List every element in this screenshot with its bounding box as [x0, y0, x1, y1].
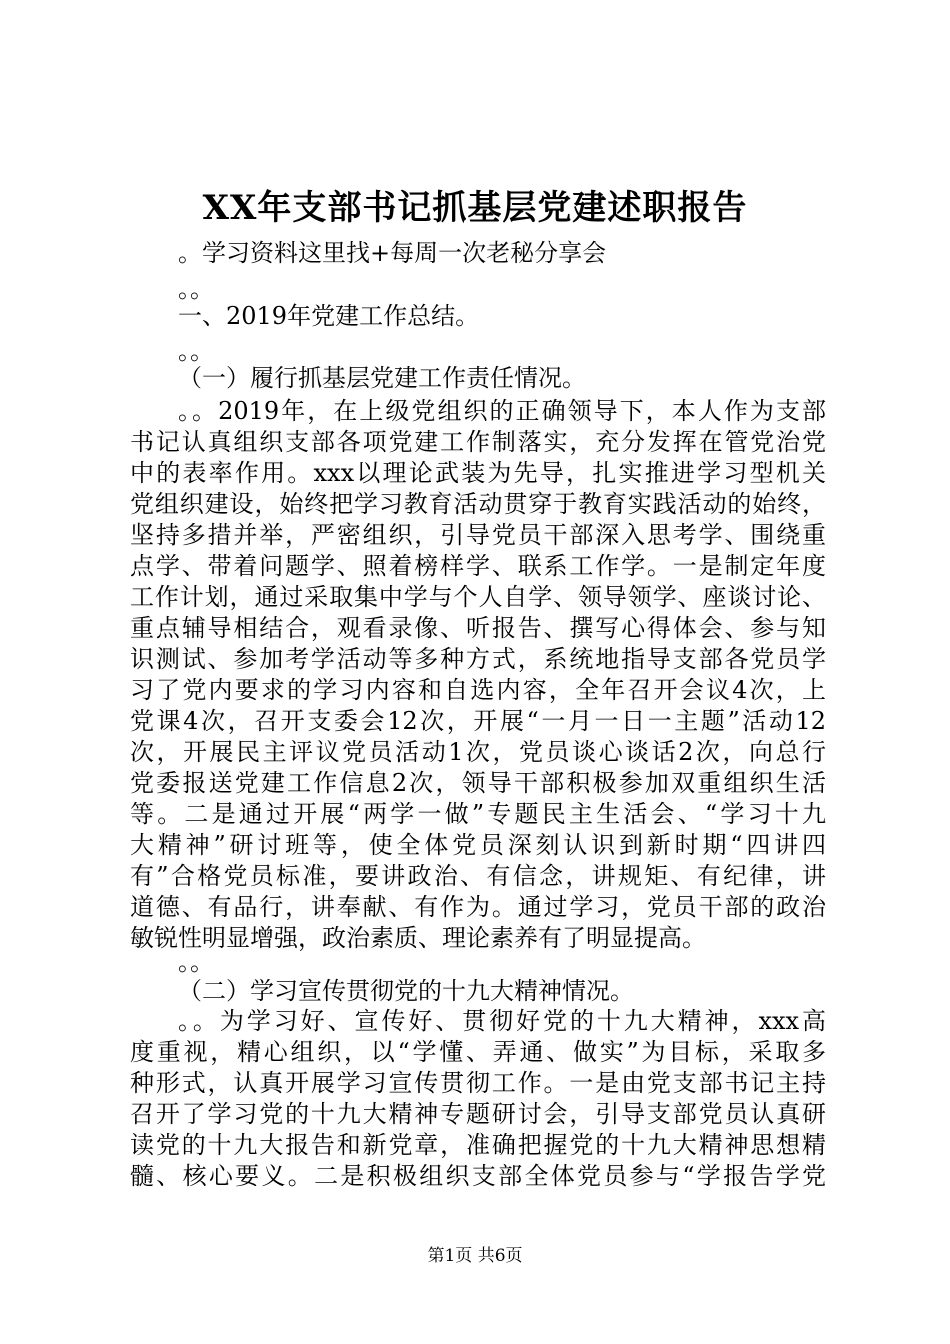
paragraph-line: 点学、带着问题学、照着榜样学、联系工作学。一是制定年度 [130, 552, 826, 580]
subsection-heading: （一）履行抓基层党建工作责任情况。 [178, 364, 586, 392]
paragraph-line: 等。二是通过开展“两学一做”专题民主生活会、“学习十九 [130, 800, 826, 828]
paragraph-line: 书记认真组织支部各项党建工作制落实，充分发挥在管党治党 [130, 428, 826, 456]
page-footer: 第1页 共6页 [427, 1246, 523, 1266]
text-line: 。。 [178, 337, 214, 365]
paragraph-line: 。。2019年，在上级党组织的正确领导下，本人作为支部 [178, 397, 826, 425]
paragraph-line: 读党的十九大报告和新党章，准确把握党的十九大精神思想精 [130, 1131, 826, 1159]
paragraph-line: 次，开展民主评议党员活动1次，党员谈心谈话2次，向总行 [130, 738, 826, 766]
subsection-heading: （二）学习宣传贯彻党的十九大精神情况。 [178, 977, 634, 1005]
paragraph-line: 。。为学习好、宣传好、贯彻好党的十九大精神，xxx高 [178, 1007, 826, 1035]
paragraph-line: 召开了学习党的十九大精神专题研讨会，引导支部党员认真研 [130, 1100, 826, 1128]
paragraph-line: 髓、核心要义。二是积极组织支部全体党员参与“学报告学党 [130, 1162, 826, 1190]
paragraph-line: 度重视，精心组织，以“学懂、弄通、做实”为目标，采取多 [130, 1038, 826, 1066]
paragraph-line: 党课4次，召开支委会12次，开展“一月一日一主题”活动12 [130, 707, 826, 735]
paragraph-line: 有”合格党员标准，要讲政治、有信念，讲规矩、有纪律，讲 [130, 862, 826, 890]
paragraph-line: 大精神”研讨班等，使全体党员深刻认识到新时期“四讲四 [130, 831, 826, 859]
paragraph-line: 重点辅导相结合，观看录像、听报告、撰写心得体会、参与知 [130, 614, 826, 642]
paragraph-line: 道德、有品行，讲奉献、有作为。通过学习，党员干部的政治 [130, 893, 826, 921]
section-heading: 一、2019年党建工作总结。 [178, 302, 480, 330]
paragraph-line: 敏锐性明显增强，政治素质、理论素养有了明显提高。 [130, 924, 706, 952]
paragraph-line: 坚持多措并举，严密组织，引导党员干部深入思考学、围绕重 [130, 521, 826, 549]
paragraph-line: 党组织建设，始终把学习教育活动贯穿于教育实践活动的始终， [130, 490, 826, 518]
paragraph-line: 党委报送党建工作信息2次，领导干部积极参加双重组织生活 [130, 769, 826, 797]
text-line: 。。 [178, 275, 214, 303]
paragraph-line: 中的表率作用。xxx以理论武装为先导，扎实推进学习型机关 [130, 459, 826, 487]
paragraph-line: 识测试、参加考学活动等多种方式，系统地指导支部各党员学 [130, 645, 826, 673]
paragraph-line: 种形式，认真开展学习宣传贯彻工作。一是由党支部书记主持 [130, 1069, 826, 1097]
text-line: 。。 [178, 948, 214, 976]
paragraph-line: 工作计划，通过采取集中学与个人自学、领导领学、座谈讨论、 [130, 583, 826, 611]
document-title: XX年支部书记抓基层党建述职报告 [202, 188, 748, 228]
paragraph-line: 习了党内要求的学习内容和自选内容，全年召开会议4次，上 [130, 676, 826, 704]
text-line: 。学习资料这里找+每周一次老秘分享会 [178, 239, 607, 267]
